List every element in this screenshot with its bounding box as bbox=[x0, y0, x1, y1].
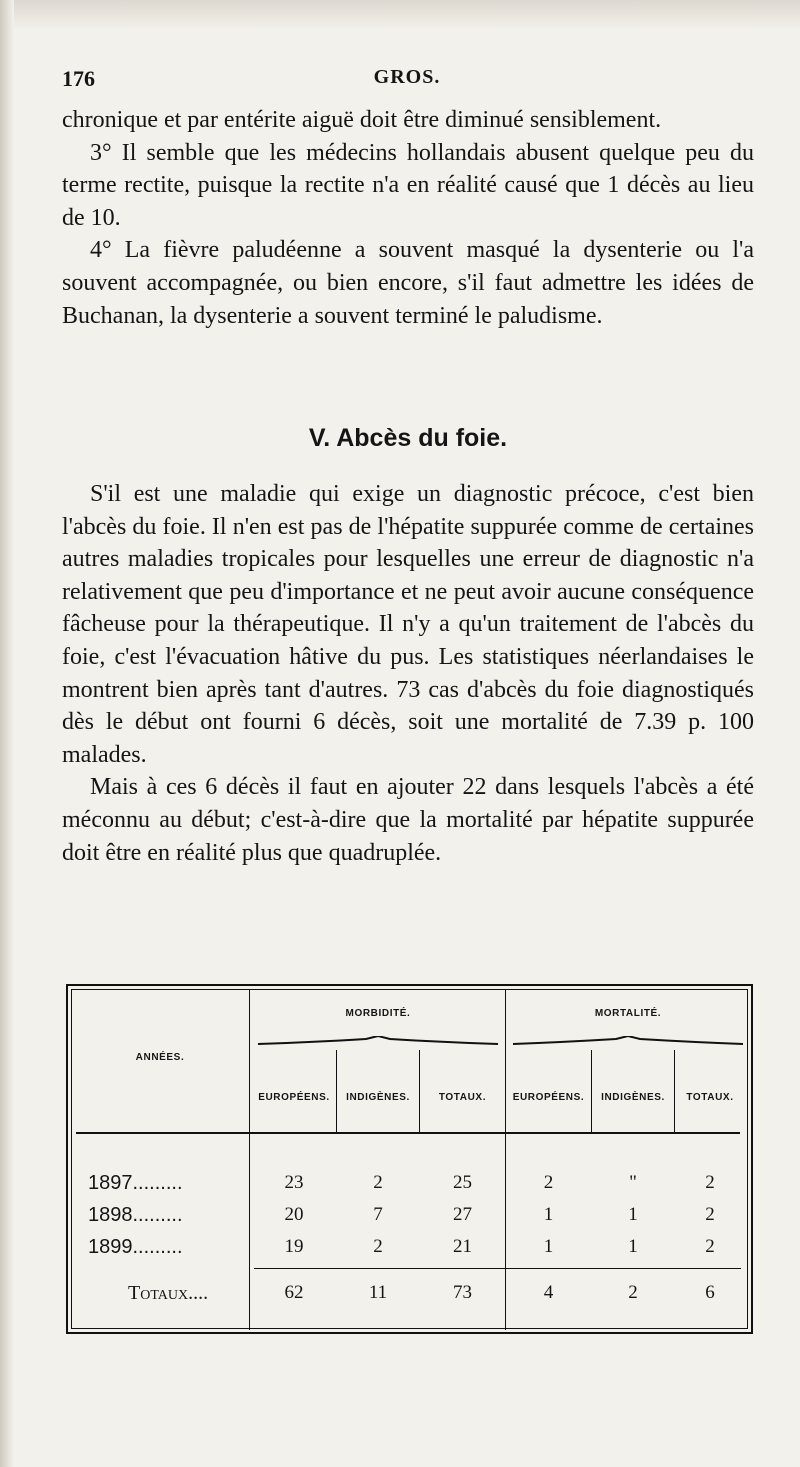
totals-cell: 2 bbox=[628, 1282, 638, 1303]
totals-cell: 73 bbox=[453, 1282, 472, 1303]
table-cell: 1 bbox=[543, 1236, 554, 1257]
table-cell: 2 bbox=[705, 1172, 715, 1193]
intro-text bbox=[62, 104, 754, 332]
col-header-annees: ANNÉES. bbox=[135, 1052, 185, 1063]
table-cell: 23 bbox=[284, 1172, 304, 1193]
body-text bbox=[62, 478, 754, 869]
table-cell: 27 bbox=[453, 1204, 472, 1225]
header-rule bbox=[76, 1132, 740, 1134]
paragraph: chronique et par entérite aiguë doit être diminué sensiblement. bbox=[62, 107, 662, 133]
sub-header: TOTAUX. bbox=[438, 1092, 487, 1103]
sub-header: EUROPÉENS. bbox=[258, 1092, 330, 1103]
table-cell: 2 bbox=[543, 1172, 554, 1193]
brace-morbidite bbox=[256, 1036, 500, 1046]
page-number: 176 bbox=[62, 66, 95, 91]
group-header-morbidite: MORBIDITÉ. bbox=[345, 1008, 411, 1019]
table-cell: 2 bbox=[705, 1204, 715, 1225]
statistics-table bbox=[66, 984, 753, 1334]
running-head: GROS. bbox=[373, 66, 441, 88]
table-cell: 2 bbox=[373, 1236, 383, 1257]
table-cell: 2 bbox=[373, 1172, 383, 1193]
table-divider bbox=[419, 1050, 420, 1132]
paragraph: Mais à ces 6 décès il faut en ajouter 22 dans lesquels l'abcès a été méconnu au début; c'est-à-dire que la mortalité par hépatite suppurée doit être en réalité plus que quadruplée. bbox=[62, 774, 754, 866]
page-shadow-left bbox=[0, 0, 14, 1467]
table-row-year: 1898......... bbox=[88, 1204, 183, 1226]
table-divider bbox=[249, 990, 250, 1330]
table-cell: 25 bbox=[453, 1172, 472, 1193]
totals-cell: 62 bbox=[284, 1282, 304, 1303]
totals-cell: 6 bbox=[705, 1282, 715, 1303]
page-shadow-top bbox=[0, 0, 800, 30]
totals-cell: 4 bbox=[543, 1282, 554, 1303]
brace-mortalite bbox=[511, 1036, 745, 1046]
totals-cell: 11 bbox=[368, 1282, 388, 1303]
table-cell: 19 bbox=[284, 1236, 304, 1257]
sub-header: INDIGÈNES. bbox=[346, 1092, 410, 1103]
group-header-mortalite: MORTALITÉ. bbox=[594, 1008, 662, 1019]
table-divider bbox=[505, 990, 506, 1330]
table-cell: 1 bbox=[628, 1204, 638, 1225]
table-cell: 1 bbox=[628, 1236, 638, 1257]
sub-header: EUROPÉENS. bbox=[512, 1092, 585, 1103]
table-row-year: 1899......... bbox=[88, 1236, 183, 1258]
table-divider bbox=[591, 1050, 592, 1132]
table-divider bbox=[336, 1050, 337, 1132]
table-cell: 7 bbox=[373, 1204, 383, 1225]
paragraph: 4° La fièvre paludéenne a souvent masqué la dysenterie ou l'a souvent accompagnée, ou bien encore, s'il faut admettre les idées de Buchanan, la dysenterie a souvent terminé le paludisme. bbox=[62, 237, 754, 329]
sub-header: INDIGÈNES. bbox=[601, 1092, 665, 1103]
table-cell: " bbox=[629, 1172, 637, 1193]
paragraph: S'il est une maladie qui exige un diagnostic précoce, c'est bien l'abcès du foie. Il n'en est pas de l'hépatite suppurée comme de certaines autres maladies tropicales pour lesquelles une erreur de diagnostic n'a relativement que peu d'importance et ne peut avoir aucune conséquence fâcheuse pour la thérapeutique. Il n'y a qu'un traitement de l'abcès du foie, c'est l'évacuation hâtive du pus. Les statistiques néerlandaises le montrent bien après tant d'autres. 73 cas d'abcès du foie diagnostiqués dès le début ont fourni 6 décès, soit une mortalité de 7.39 p. 100 malades. bbox=[62, 481, 754, 768]
table-cell: 1 bbox=[543, 1204, 554, 1225]
paragraph: 3° Il semble que les médecins hollandais abusent quelque peu du terme rectite, puisque la rectite n'a en réalité causé que 1 décès au lieu de 10. bbox=[62, 139, 754, 231]
sub-header: TOTAUX. bbox=[686, 1092, 734, 1103]
table-row-year: 1897......... bbox=[88, 1172, 183, 1194]
section-title: V. Abcès du foie. bbox=[308, 424, 508, 452]
totals-label: Totaux.... bbox=[128, 1282, 209, 1304]
page-header bbox=[62, 66, 752, 96]
table-divider bbox=[674, 1050, 675, 1132]
totals-rule bbox=[254, 1268, 741, 1269]
table-cell: 2 bbox=[705, 1236, 715, 1257]
table-cell: 21 bbox=[453, 1236, 472, 1257]
table-cell: 20 bbox=[284, 1204, 304, 1225]
